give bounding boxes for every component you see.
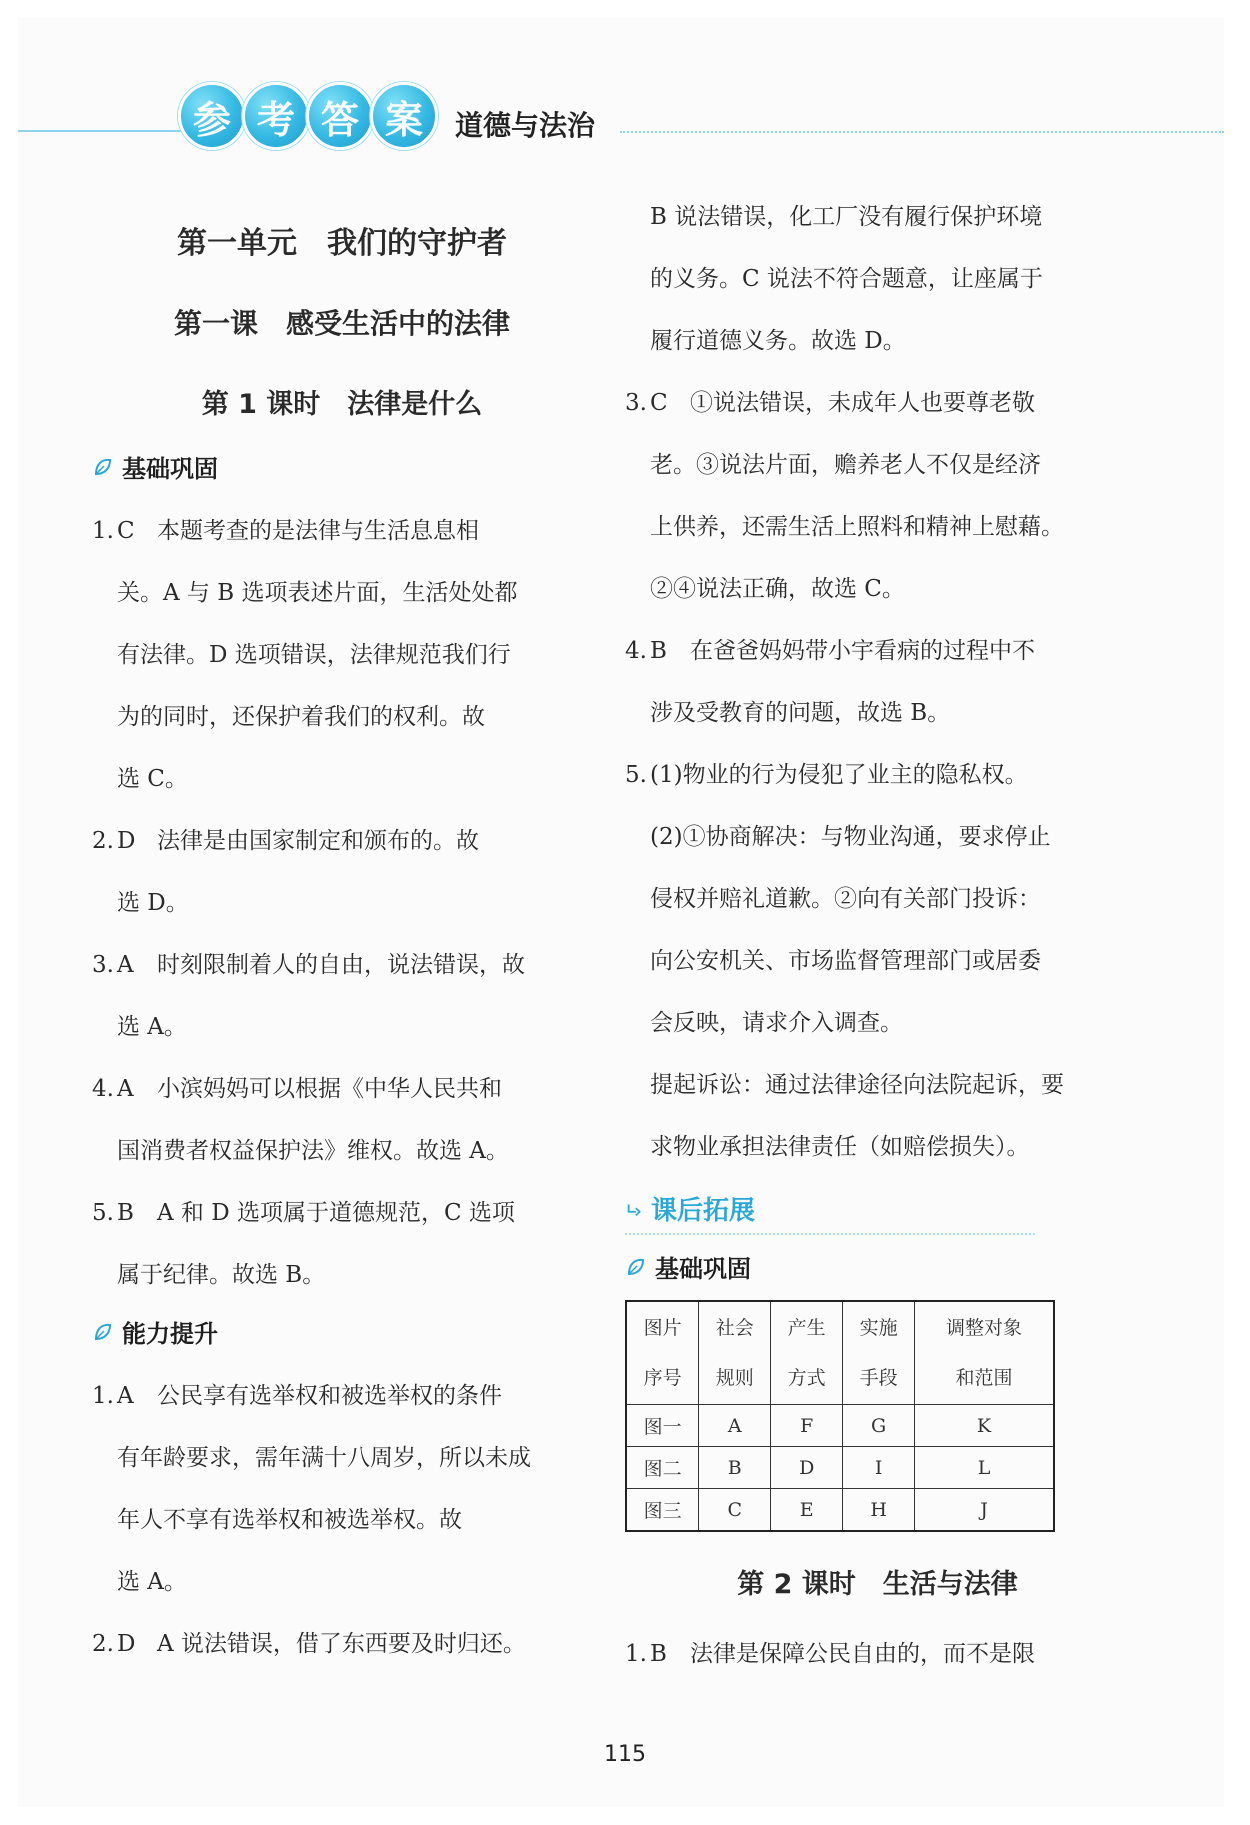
answer-line: 国消费者权益保护法》维权。故选 A。: [117, 1138, 509, 1164]
answer-item: 4. A 小滨妈妈可以根据《中华人民共和: [92, 1076, 502, 1102]
page-number: 115: [604, 1742, 646, 1767]
answer-line: ②④说法正确，故选 C。: [650, 576, 905, 602]
answer-line: 提起诉讼：通过法律途径向法院起诉，要: [650, 1072, 1064, 1098]
answer-line: 侵权并赔礼道歉。②向有关部门投诉：: [650, 886, 1041, 912]
answer-line: 有法律。D 选项错误，法律规范我们行: [117, 642, 511, 668]
answer-line: 履行道德义务。故选 D。: [650, 328, 906, 354]
section-basic-label: 基础巩固: [122, 455, 218, 483]
banner-char: 考: [242, 82, 310, 150]
table-header-row: [626, 1301, 1054, 1405]
answer-line: 选 A。: [117, 1569, 187, 1595]
table-header-cell: 图片 序号: [626, 1301, 699, 1405]
answer-line: 关。A 与 B 选项表述片面，生活处处都: [117, 580, 518, 606]
answer-item: 2. D 法律是由国家制定和颁布的。故: [92, 828, 479, 854]
leaf-icon: [92, 456, 114, 478]
answer-item: 2. D A 说法错误，借了东西要及时归还。: [92, 1631, 526, 1657]
answer-line: 为的同时，还保护着我们的权利。故: [117, 704, 485, 730]
banner-char: 答: [306, 82, 374, 150]
lesson-title: 第一课 感受生活中的法律: [173, 307, 510, 340]
section-basic-label: 基础巩固: [655, 1255, 751, 1283]
answer-item: 3. A 时刻限制着人的自由，说法错误，故: [92, 952, 525, 978]
extension-header: [625, 1190, 1035, 1235]
section-basic-2: [625, 1249, 1130, 1284]
answer-line: 选 D。: [117, 890, 189, 916]
leaf-icon: [625, 1256, 647, 1278]
section-basic: [92, 449, 592, 484]
answer-item: 1. C 本题考查的是法律与生活息息相: [92, 518, 479, 544]
left-column: [92, 200, 592, 1675]
header-rule-left: [18, 130, 183, 132]
period-2-title: 第 2 课时 生活与法律: [737, 1569, 1018, 1600]
answer-item: 4. B 在爸爸妈妈带小宇看病的过程中不: [625, 638, 1035, 664]
table-header-cell: 调整对象 和范围: [915, 1301, 1054, 1405]
table-row: 图三 C E H J: [626, 1489, 1054, 1532]
table-header-cell: 产生 方式: [771, 1301, 843, 1405]
answer-line: 年人不享有选举权和被选举权。故: [117, 1507, 462, 1533]
answer-item: 1. A 公民享有选举权和被选举权的条件: [92, 1383, 502, 1409]
arrow-icon: [625, 1199, 645, 1219]
answer-line: (2)①协商解决：与物业沟通，要求停止: [650, 824, 1051, 850]
table-header-cell: 实施 手段: [843, 1301, 915, 1405]
period-title: 第 1 课时 法律是什么: [201, 389, 483, 420]
table-row: 图一 A F G K: [626, 1405, 1054, 1447]
unit-title: 第一单元 我们的守护者: [177, 226, 507, 261]
section-ability: [92, 1314, 592, 1349]
answer-line: 的义务。C 说法不符合题意，让座属于: [650, 266, 1043, 292]
extension-title: 课后拓展: [651, 1196, 756, 1226]
banner-char: 参: [178, 82, 246, 150]
leaf-icon: [92, 1321, 114, 1343]
answer-line: 求物业承担法律责任（如赔偿损失）。: [650, 1134, 1030, 1160]
social-rules-table: [625, 1300, 1055, 1532]
table-header-cell: 社会 规则: [699, 1301, 771, 1405]
right-column: [625, 186, 1130, 1685]
answer-item: 3. C ①说法错误，未成年人也要尊老敬: [625, 390, 1035, 416]
section-ability-label: 能力提升: [122, 1320, 218, 1348]
answer-key-banner: [178, 82, 434, 150]
answer-line: 选 C。: [117, 766, 188, 792]
answer-line: 属于纪律。故选 B。: [117, 1262, 326, 1288]
answer-item: 1. B 法律是保障公民自由的，而不是限: [625, 1641, 1035, 1667]
answer-line: B 说法错误，化工厂没有履行保护环境: [650, 204, 1043, 230]
answer-line: 涉及受教育的问题，故选 B。: [650, 700, 951, 726]
table-row: 图二 B D I L: [626, 1447, 1054, 1489]
answer-item: 5. B A 和 D 选项属于道德规范，C 选项: [92, 1200, 515, 1226]
answer-item: 5. (1)物业的行为侵犯了业主的隐私权。: [625, 762, 1028, 788]
answer-line: 上供养，还需生活上照料和精神上慰藉。: [650, 514, 1064, 540]
answer-line: 老。③说法片面，赡养老人不仅是经济: [650, 452, 1041, 478]
header-rule-right: [620, 131, 1224, 133]
answer-line: 选 A。: [117, 1014, 187, 1040]
answer-line: 有年龄要求，需年满十八周岁，所以未成: [117, 1445, 531, 1471]
answer-line: 会反映，请求介入调查。: [650, 1010, 903, 1036]
subject-title: 道德与法治: [455, 109, 596, 142]
banner-char: 案: [370, 82, 438, 150]
answer-line: 向公安机关、市场监督管理部门或居委: [650, 948, 1041, 974]
